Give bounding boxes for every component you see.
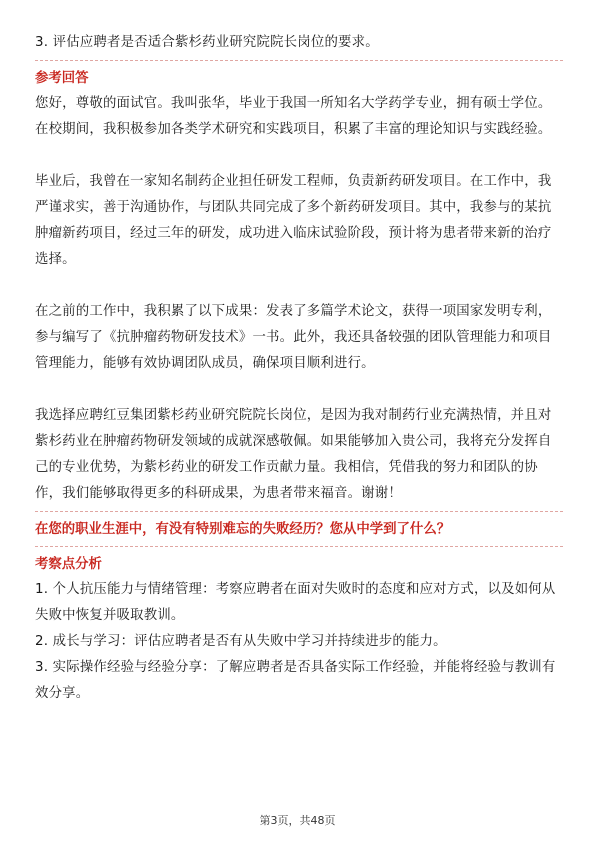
paragraph-gap (35, 273, 563, 299)
page-number: 第3页，共48页 (259, 814, 336, 827)
page-content (35, 30, 563, 707)
section-divider (35, 546, 563, 547)
answer-heading: 参考回答 (35, 71, 89, 86)
interview-question: 在您的职业生涯中，有没有特别难忘的失败经历？您从中学到了什么？ (35, 522, 451, 537)
paragraph-gap (35, 143, 563, 169)
paragraph-gap (35, 377, 563, 403)
analysis-item: 2. 成长与学习：评估应聘者是否有从失败中学习并持续进步的能力。 (35, 634, 447, 649)
section-divider (35, 511, 563, 512)
answer-paragraph: 您好，尊敬的面试官。我叫张华，毕业于我国一所知名大学药学专业，拥有硕士学位。在校期间，我积极参加各类学术研究和实践项目，积累了丰富的理论知识与实践经验。 (35, 96, 552, 137)
answer-paragraph: 在之前的工作中，我积累了以下成果：发表了多篇学术论文，获得一项国家发明专利，参与编写了《抗肿瘤药物研发技术》一书。此外，我还具备较强的团队管理能力和项目管理能力，能够有效协调团队成员，确保项目顺利进行。 (35, 304, 552, 371)
evaluation-item-3: 3. 评估应聘者是否适合紫杉药业研究院院长岗位的要求。 (35, 35, 379, 50)
answer-paragraph: 我选择应聘红豆集团紫杉药业研究院院长岗位，是因为我对制药行业充满热情，并且对紫杉药业在肿瘤药物研发领域的成就深感敬佩。如果能够加入贵公司，我将充分发挥自己的专业优势，为紫杉药业的研发工作贡献力量。我相信，凭借我的努力和团队的协作，我们能够取得更多的科研成果，为患者带来福音。谢谢！ (35, 408, 552, 501)
analysis-heading: 考察点分析 (35, 557, 102, 572)
section-divider (35, 60, 563, 61)
answer-paragraph: 毕业后，我曾在一家知名制药企业担任研发工程师，负责新药研发项目。在工作中，我严谨求实，善于沟通协作，与团队共同完成了多个新药研发项目。其中，我参与的某抗肿瘤新药项目，经过三年的研发，成功进入临床试验阶段，预计将为患者带来新的治疗选择。 (35, 174, 552, 267)
analysis-item: 3. 实际操作经验与经验分享：了解应聘者是否具备实际工作经验，并能将经验与教训有效分享。 (35, 660, 556, 701)
analysis-item: 1. 个人抗压能力与情绪管理：考察应聘者在面对失败时的态度和应对方式，以及如何从失败中恢复并吸取教训。 (35, 582, 556, 623)
